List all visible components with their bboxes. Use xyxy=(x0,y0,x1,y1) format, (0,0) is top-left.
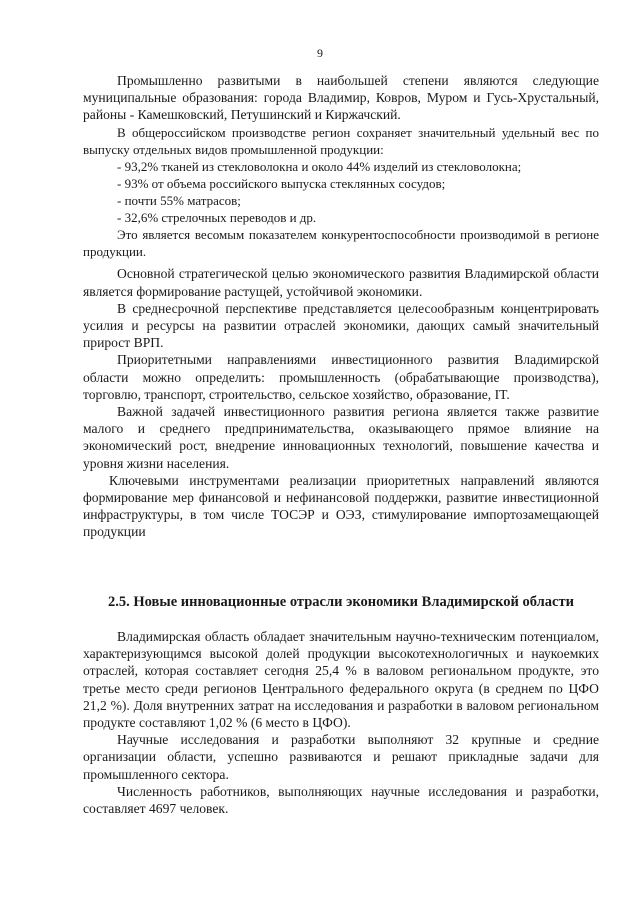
list-item: - 32,6% стрелочных переводов и др. xyxy=(117,210,317,226)
paragraph-research-organizations: Научные исследования и разработки выполняют 32 крупные и средние организации области, успешно развиваются и решают прикладные задачи для промышленного сектора. xyxy=(83,732,599,782)
list-item: - 93% от объема российского выпуска стеклянных сосудов; xyxy=(117,175,446,191)
text-block-top xyxy=(83,72,599,541)
list-item: - 93,2% тканей из стекловолокна и около 44% изделий из стекловолокна; xyxy=(117,158,522,174)
paragraph-competitiveness: Это является весомым показателем конкурентоспособности производимой в регионе продукции. xyxy=(83,227,599,260)
paragraph-research-staff: Численность работников, выполняющих научные исследования и разработки, составляет 4697 человек. xyxy=(83,783,599,817)
paragraph-key-instruments: Ключевыми инструментами реализации приоритетных направлений являются формирование мер финансовой и нефинансовой поддержки, развитие инвестиционной инфраструктуры, в том числе ТОСЭР и ОЭЗ, стимулирование импортозамещающей продукции xyxy=(83,472,599,540)
text-block-bottom xyxy=(83,628,599,817)
paragraph-medium-term: В среднесрочной перспективе представляется целесообразным концентрировать усилия и ресурсы на развитии отраслей экономики, дающих самый значительный прирост ВРП. xyxy=(83,300,599,351)
section-heading: 2.5. Новые инновационные отрасли экономики Владимирской области xyxy=(108,594,574,610)
paragraph-priority-directions: Приоритетными направлениями инвестиционного развития Владимирской области можно определить: промышленность (обрабатывающие производства), торговлю, транспорт, строительство, сельское хозяйство, образование, IT. xyxy=(83,352,599,402)
paragraph-industrial-municipalities: Промышленно развитыми в наибольшей степени являются следующие муниципальные образования: города Владимир, Ковров, Муром и Гусь-Хрустальный, районы - Камешковский, Петушинский и Киржачский. xyxy=(83,73,599,123)
paragraph-strategic-goal: Основной стратегической целью экономического развития Владимирской области является формирование растущей, устойчивой экономики. xyxy=(83,266,599,299)
paragraph-small-business: Важной задачей инвестиционного развития региона является также развитие малого и среднего предпринимательства, оказывающего прямое влияние на экономический рост, внедрение инновационных технологий, повышение качества и уровня жизни населения. xyxy=(83,404,599,471)
list-item: - почти 55% матрасов; xyxy=(117,193,241,209)
paragraph-regional-share: В общероссийском производстве регион сохраняет значительный удельный вес по выпуску отдельных видов промышленной продукции: xyxy=(83,124,599,157)
product-share-list xyxy=(83,158,599,227)
paragraph-scientific-potential: Владимирская область обладает значительным научно-техническим потенциалом, характеризующимся высокой долей продукции высокотехнологичных и наукоемких отраслей, которая составляет сегодня 25,4 % в валовом региональном продукте, это третье место среди регионов Центрального федерального округа (в среднем по ЦФО 21,2 %). Доля внутренних затрат на исследования и разработки в валовом региональном продукте составляют 1,02 % (6 место в ЦФО). xyxy=(83,629,599,731)
page-number: 9 xyxy=(317,46,323,60)
